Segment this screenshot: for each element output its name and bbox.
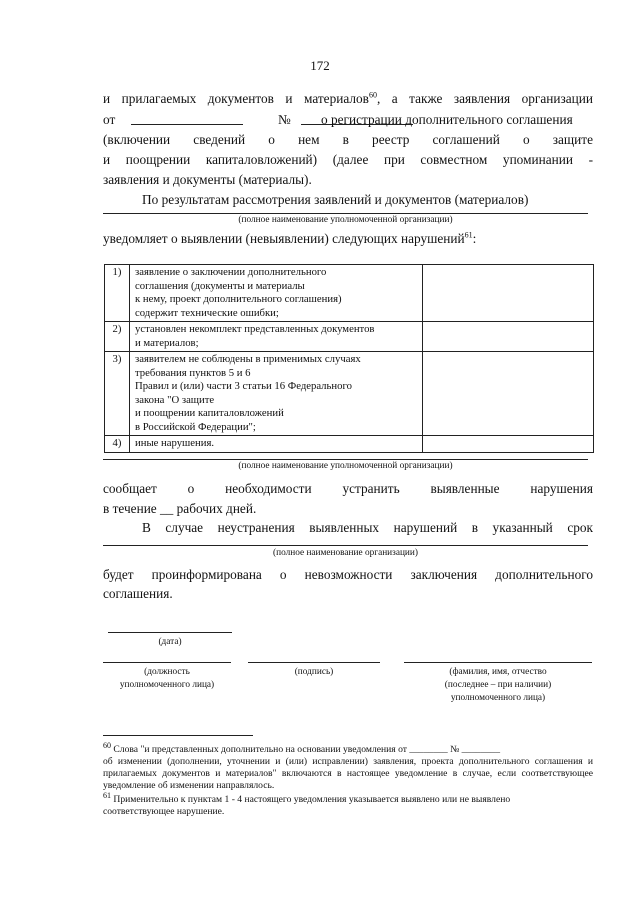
name-label-2: (последнее – при наличии) — [444, 680, 552, 690]
footnote-mark-61: 61 — [103, 790, 111, 800]
footnote-61-line-2: соответствующее нарушение. — [103, 806, 225, 817]
position-label-1: (должность — [144, 667, 190, 677]
violation-number: 4) — [105, 436, 130, 453]
violation-result-cell[interactable] — [423, 352, 594, 436]
date-line — [108, 632, 232, 633]
violation-text-line: к нему, проект дополнительного соглашения) — [135, 293, 342, 305]
footnote-ref-60: 60 — [368, 90, 377, 100]
table-row — [105, 352, 594, 436]
notifies-line: уведомляет о выявлении (невыявлении) следующих нарушений$^{61}$: — [103, 230, 477, 246]
violations-table — [104, 264, 594, 453]
body-line-4: и поощрении капиталовложений) (далее при совместном упоминании - — [103, 152, 593, 167]
violation-result-cell[interactable] — [423, 265, 594, 322]
after-line-4: будет проинформирована о невозможности заключения дополнительного — [103, 567, 593, 582]
signature-label: (подпись) — [294, 667, 334, 677]
violation-text — [130, 352, 423, 436]
violation-text — [130, 436, 423, 453]
violation-text-line: требования пунктов 5 и 6 — [135, 366, 251, 379]
position-label-2: уполномоченного лица) — [119, 680, 215, 690]
after-line-2: в течение __ рабочих дней. — [103, 501, 257, 516]
body-line-3: (включении сведений о нем в реестр соглашений о защите — [103, 132, 593, 147]
caption-authorized-org-1: (полное наименование уполномоченной организации) — [238, 215, 453, 225]
signature-line — [248, 662, 380, 663]
footnote-ref-61: 61 — [464, 230, 473, 240]
name-label-3: уполномоченного лица) — [450, 693, 546, 703]
violation-text-line: и материалов; — [135, 336, 199, 349]
after-line-5: соглашения. — [103, 586, 173, 601]
org-name-line — [103, 545, 588, 546]
caption-authorized-org-2: (полное наименование уполномоченной организации) — [238, 461, 453, 471]
footnote-60-line-1: $^{60}$ Слова "и представленных дополнительно на основании уведомления от ________ № ________ — [103, 740, 501, 755]
violation-text-line: содержит технические ошибки; — [135, 306, 279, 319]
table-row — [105, 322, 594, 352]
footnote-separator — [103, 735, 253, 736]
violation-number: 2) — [105, 322, 130, 352]
violation-number: 3) — [105, 352, 130, 436]
table-row — [105, 436, 594, 453]
after-line-3: В случае неустранения выявленных нарушений в указанный срок — [142, 520, 593, 535]
footnote-60-line-2: об изменении (дополнении, уточнении и (или) исправлении) заявления, проекта дополнительного соглашения и — [103, 756, 593, 767]
footnote-60-line-3: прилагаемых документов и материалов" включаются в настоящее уведомление в случае, если соответствующее — [103, 768, 593, 779]
body-line-6: По результатам рассмотрения заявлений и документов (материалов) — [142, 192, 529, 207]
name-line — [404, 662, 592, 663]
date-label: (дата) — [158, 637, 182, 647]
violation-text — [130, 265, 423, 322]
caption-org: (полное наименование организации) — [273, 548, 418, 558]
violation-text-line: Правил и (или) части 3 статьи 16 Федерального — [135, 380, 352, 392]
violation-result-cell[interactable] — [423, 322, 594, 352]
violation-text-line: заявителем не соблюдены в применимых случаях — [135, 353, 361, 365]
authorized-org-line-2 — [103, 459, 588, 460]
violation-text-line: соглашения (документы и материалы — [135, 279, 305, 292]
name-label-1: (фамилия, имя, отчество — [449, 667, 547, 677]
footnote-60-line-4: уведомление об изменении направлялось. — [103, 780, 275, 791]
violation-text-line: закона "О защите — [135, 393, 215, 406]
body-line-5: заявления и документы (материалы). — [103, 172, 312, 187]
violation-text — [130, 322, 423, 352]
footnote-mark-60: 60 — [103, 740, 111, 750]
page-number: 172 — [310, 58, 330, 73]
violation-text-line: иные нарушения. — [135, 437, 215, 449]
authorized-org-line-1 — [103, 213, 588, 214]
violation-text-line: и поощрении капиталовложений — [135, 407, 284, 419]
footnote-61-line-1: $^{61}$ Применительно к пунктам 1 - 4 настоящего уведомления указывается выявлено или не выявлено — [103, 790, 511, 805]
violation-number: 1) — [105, 265, 130, 322]
violation-text-line: установлен некомплект представленных документов — [135, 323, 375, 335]
violation-result-cell[interactable] — [423, 436, 594, 453]
violation-text-line: заявление о заключении дополнительного — [135, 266, 327, 278]
after-line-1: сообщает о необходимости устранить выявленные нарушения — [103, 481, 593, 496]
table-row — [105, 265, 594, 322]
violation-text-line: в Российской Федерации"; — [135, 420, 256, 433]
body-line-1: и прилагаемых документов и материалов$^{60}$, а также заявления организации — [103, 90, 593, 106]
position-line — [103, 662, 231, 663]
